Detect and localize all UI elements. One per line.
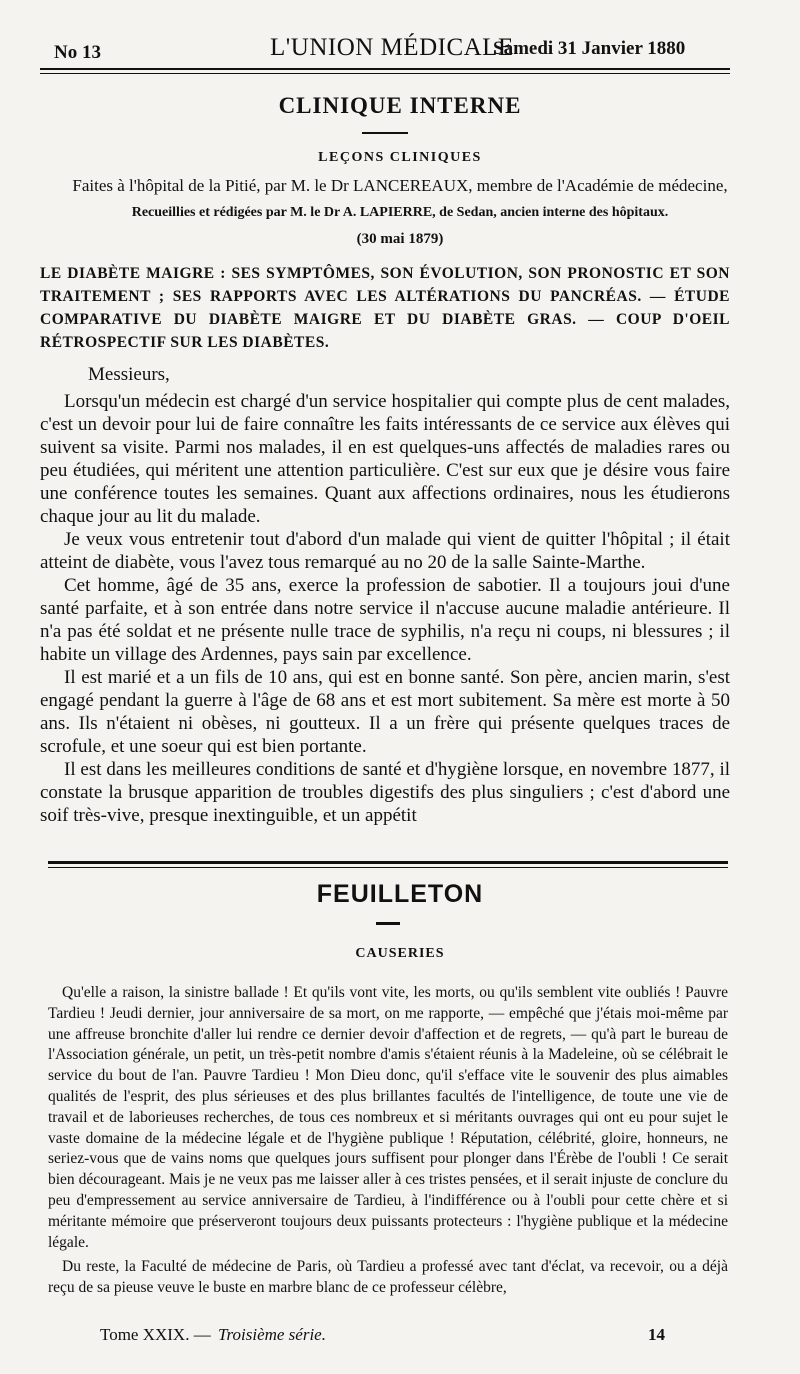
author-byline: Faites à l'hôpital de la Pitié, par M. le Dr LANCEREAUX, membre de l'Académie de médecine, xyxy=(72,176,728,195)
page-header xyxy=(48,34,730,66)
feuilleton-title: FEUILLETON xyxy=(316,880,484,908)
section-subtitle: LEÇONS CLINIQUES xyxy=(318,150,482,165)
feuilleton-subtitle: CAUSERIES xyxy=(355,946,445,961)
paragraph: Cet homme, âgé de 35 ans, exerce la profession de sabotier. Il a toujours joui d'une santé parfaite, et à son entrée dans notre service il n'accuse aucune maladie antérieure. Il n'a pas été soldat et ne présente nulle trace de syphilis, n'a reçu ni coups, ni blessures ; il habite un village des Ardennes, pays sain par excellence. xyxy=(40,575,730,665)
lecture-date: (30 mai 1879) xyxy=(356,231,444,247)
paragraph: Qu'elle a raison, la sinistre ballade ! Et qu'ils vont vite, les morts, ou qu'ils semblent vite oubliés ! Pauvre Tardieu ! Jeudi dernier, jour anniversaire de sa mort, on me rapporte, — empêché que j'étais moi-même par une affreuse bronchite d'aller lui rendre ce dernier devoir d'affection et de regrets, — qu'à part le bureau de l'Association générale, un petit, un très-petit nombre d'amis s'étaient réunis à la Madeleine, où se célébrait le service du bout de l'an. Pauvre Tardieu ! Mon Dieu donc, qu'il s'efface vite le souvenir des plus aimables qualités de l'esprit, des plus sérieuses et des plus brillantes facultés de l'intelligence, de toute une vie de travail et de laborieuses recherches, de tous ces nombreux et si méritants ouvrages qui ont eu pour sujet le vaste domaine de la médecine légale et de l'hygiène publique ! Réputation, célébrité, gloire, honneurs, ne seriez-vous que de vains noms que quelques jours suffisent pour plonger dans l'Érèbe de l'oubli ! Ce serait bien décourageant. Mais je ne veux pas me laisser aller à ces tristes pensées, et il serait injuste de conclure du peu d'empressement au service anniversaire de Tardieu, à l'indifférence ou à l'oubli pour cette chère et si méritante mémoire que préserveront toujours deux puissants protecteurs : l'hygiène publique et la médecine légale. xyxy=(48,984,728,1251)
issue-date: Samedi 31 Janvier 1880 xyxy=(493,38,686,59)
journal-title: L'UNION MÉDICALE xyxy=(270,34,514,61)
lecture-body xyxy=(40,363,730,827)
title-dash xyxy=(362,132,408,134)
feuilleton-rule-thin xyxy=(48,867,728,868)
header-rule xyxy=(40,68,730,70)
recorder-byline: Recueillies et rédigées par M. le Dr A. LAPIERRE, de Sedan, ancien interne des hôpitaux. xyxy=(131,205,669,220)
feuilleton-body xyxy=(48,983,728,1299)
paragraph: Il est dans les meilleures conditions de santé et d'hygiène lorsque, en novembre 1877, il constate la brusque apparition de troubles digestifs des plus singuliers ; c'est d'abord une soif très-vive, presque inextinguible, et un appétit xyxy=(40,759,730,826)
feuilleton-dash xyxy=(376,922,400,925)
page-number: 14 xyxy=(648,1325,665,1344)
feuilleton-rule xyxy=(48,861,728,864)
paragraph: Il est marié et a un fils de 10 ans, qui est en bonne santé. Son père, ancien marin, s'est engagé pendant la guerre à l'âge de 68 ans et est mort subitement. Sa mère est morte à 50 ans. Ils n'étaient ni obèses, ni goutteux. Il a un frère qui présente quelques traces de scrofule, et une soeur qui est bien portante. xyxy=(40,667,730,757)
header-rule-thin xyxy=(40,73,730,74)
section-title: CLINIQUE INTERNE xyxy=(278,93,522,118)
issue-number: No 13 xyxy=(54,42,101,63)
salutation: Messieurs, xyxy=(88,364,170,385)
paragraph: Du reste, la Faculté de médecine de Paris, où Tardieu a professé avec tant d'éclat, va recevoir, ou a déjà reçu de sa pieuse veuve le buste en marbre blanc de ce professeur célèbre, xyxy=(48,1258,728,1297)
page-footer xyxy=(100,1325,700,1351)
tome-label: Tome XXIX. — xyxy=(100,1325,211,1344)
paragraph: Je veux vous entretenir tout d'abord d'un malade qui vient de quitter l'hôpital ; il était atteint de diabète, vous l'avez tous remarqué au no 20 de la salle Sainte-Marthe. xyxy=(40,529,730,573)
lecture-topic: LE DIABÈTE MAIGRE : SES SYMPTÔMES, SON ÉVOLUTION, SON PRONOSTIC ET SON TRAITEMENT ; SES RAPPORTS AVEC LES ALTÉRATIONS DU PANCRÉAS. — ÉTUDE COMPARATIVE DU DIABÈTE MAIGRE ET DU DIABÈTE GRAS. — COUP D'OEIL RÉTROSPECTIF SUR LES DIABÈTES. xyxy=(40,265,730,351)
series-label: Troisième série. xyxy=(218,1325,326,1344)
paragraph: Lorsqu'un médecin est chargé d'un service hospitalier qui compte plus de cent malades, c'est un devoir pour lui de faire connaître les faits intéressants de ce service aux élèves qui suivent sa visite. Parmi nos malades, il en est quelques-uns affectés de maladies rares ou peu étudiées, qui méritent une attention particulière. C'est sur eux que je désire vous faire une conférence toutes les semaines. Quant aux affections ordinaires, nous les étudierons chaque jour au lit du malade. xyxy=(40,391,730,527)
